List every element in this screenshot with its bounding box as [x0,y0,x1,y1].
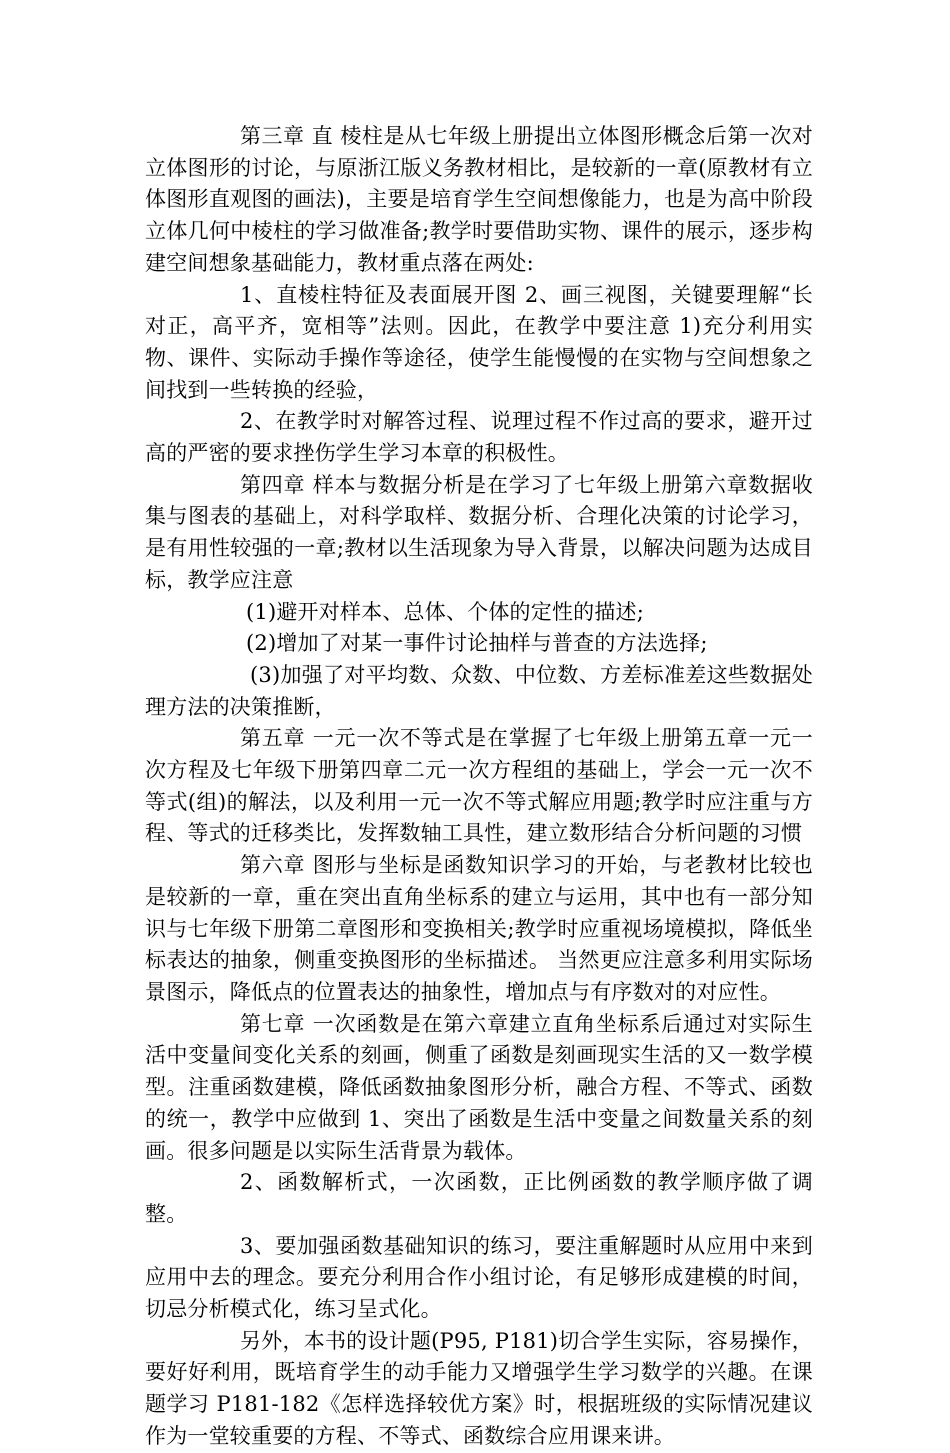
paragraph-chapter-7: 第七章 一次函数是在第六章建立直角坐标系后通过对实际生活中变量间变化关系的刻画，侧重了函数是刻画现实生活的又一数学模型。注重函数建模，降低函数抽象图形分析，融合方程、不等式、函数的统一，教学中应做到 1、突出了函数是生活中变量之间数量关系的刻画。很多问题是以实际生活背景为载体。 [145,1011,813,1163]
paragraph-chapter-4: 第四章 样本与数据分析是在学习了七年级上册第六章数据收集与图表的基础上，对科学取样、数据分析、合理化决策的讨论学习，是有用性较强的一章;教材以生活现象为导入背景，以解决问题为达成目标，教学应注意 [145,472,813,592]
paragraph-chapter-3: 第三章 直 棱柱是从七年级上册提出立体图形概念后第一次对立体图形的讨论，与原浙江版义务教材相比，是较新的一章(原教材有立体图形直观图的画法)，主要是培育学生空间想像能力，也是为高中阶段立体几何中棱柱的学习做准备;教学时要借助实物、课件的展示，逐步构建空间想象基础能力，教材重点落在两处: [145,124,813,275]
paragraph-chapter-4-item-1: (1)避开对样本、总体、个体的定性的描述; [246,599,645,624]
document-body [145,121,813,1453]
paragraph-chapter-5: 第五章 一元一次不等式是在掌握了七年级上册第五章一元一次方程及七年级下册第四章二元一次方程组的基础上，学会一元一次不等式(组)的解法，以及利用一元一次不等式解应用题;教学时应注重与方程、等式的迁移类比，发挥数轴工具性，建立数形结合分析问题的习惯 [145,726,813,846]
paragraph-chapter-3-point-2: 2、在教学时对解答过程、说理过程不作过高的要求，避开过高的严密的要求挫伤学生学习本章的积极性。 [145,409,813,466]
paragraph-chapter-3-point-1: 1、直棱柱特征及表面展开图 2、画三视图，关键要理解“长对正，高平齐，宽相等”法则。因此，在教学中要注意 1)充分利用实物、课件、实际动手操作等途径，使学生能慢慢的在实物与空间想象之间找到一些转换的经验， [145,282,813,402]
paragraph-chapter-7-point-2: 2、函数解析式，一次函数，正比例函数的教学顺序做了调整。 [145,1170,813,1226]
paragraph-chapter-7-point-3: 3、要加强函数基础知识的练习，要注重解题时从应用中来到应用中去的理念。要充分利用合作小组讨论，有足够形成建模的时间，切忌分析模式化，练习呈式化。 [145,1233,813,1322]
paragraph-chapter-6: 第六章 图形与坐标是函数知识学习的开始，与老教材比较也是较新的一章，重在突出直角坐标系的建立与运用，其中也有一部分知识与七年级下册第二章图形和变换相关;教学时应重视场境模拟，降低坐标表达的抽象，侧重变换图形的坐标描述。 当然更应注意多利用实际场景图示，降低点的位置表达的抽象性，增加点与有序数对的对应性。 [145,853,813,1004]
paragraph-chapter-4-item-3: (3)加强了对平均数、众数、中位数、方差标准差这些数据处理方法的决策推断， [145,662,813,719]
paragraph-design-problems: 另外，本书的设计题(P95, P181)切合学生实际，容易操作，要好好利用，既培育学生的动手能力又增强学生学习数学的兴趣。在课题学习 P181-182《怎样选择较优方案》时，根据班级的实际情况建议作为一堂较重要的方程、不等式、函数综合应用课来讲。 [145,1328,813,1448]
paragraph-chapter-4-item-2: (2)增加了对某一事件讨论抽样与普查的方法选择; [246,631,708,656]
